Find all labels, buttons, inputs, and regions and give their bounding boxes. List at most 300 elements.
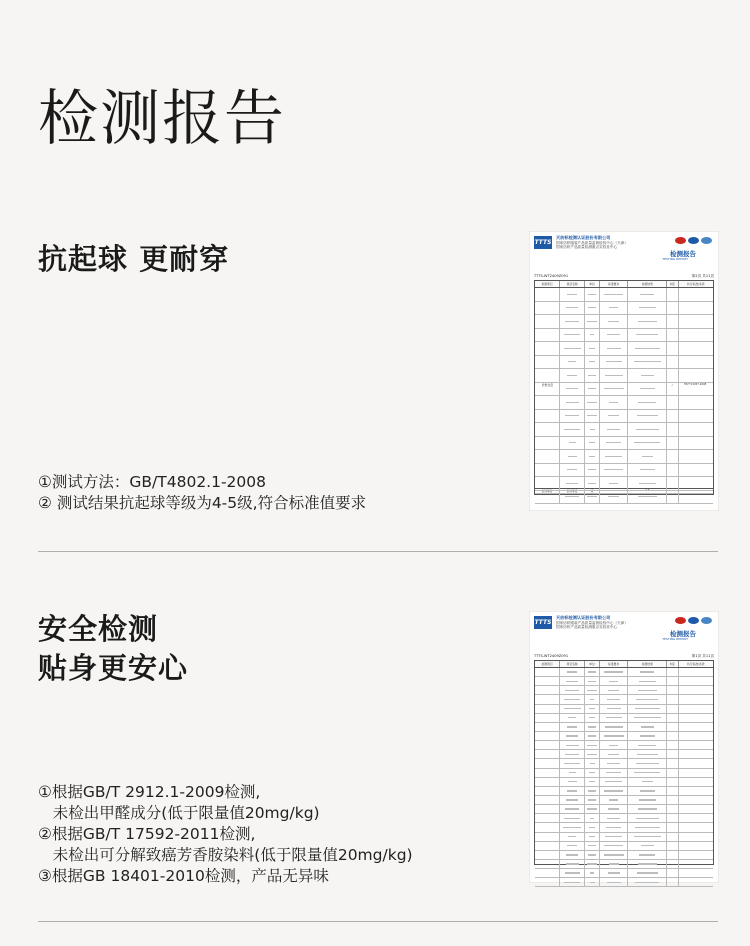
illegible-text (638, 402, 656, 403)
table-cell (628, 714, 667, 722)
table-cell (560, 302, 585, 315)
table-cell (667, 878, 678, 886)
table-cell (560, 833, 585, 841)
table-cell (560, 714, 585, 722)
illegible-text (587, 496, 597, 497)
table-cell (585, 288, 600, 301)
table-cell (628, 288, 667, 301)
illegible-text (588, 375, 595, 376)
table-row (535, 851, 713, 860)
table-cell (600, 369, 629, 382)
table-cell (679, 329, 713, 342)
illegible-text (606, 442, 621, 443)
table-row (535, 695, 713, 704)
table-row (535, 315, 713, 329)
table-row (535, 778, 713, 787)
illegible-text (566, 863, 579, 864)
table-header-cell: 执行标准/条款 (686, 282, 705, 286)
table-row (535, 833, 713, 842)
table-cell (585, 778, 600, 786)
illegible-text (587, 754, 597, 755)
table-cell (667, 677, 678, 685)
report-subtitle: TESTING REPORT (662, 257, 688, 261)
table-cell (600, 686, 629, 694)
illegible-text (566, 402, 579, 403)
table-header-cell: 执行标准/条款 (686, 662, 705, 666)
table-cell (679, 464, 713, 477)
table-cell (679, 695, 713, 703)
table-cell (628, 878, 667, 886)
illegible-text (566, 745, 579, 746)
table-row (535, 491, 713, 505)
illegible-text (565, 415, 580, 416)
table-cell (679, 491, 713, 504)
illegible-text (636, 699, 658, 700)
illegible-text (587, 690, 597, 691)
table-cell (585, 677, 600, 685)
table-cell (560, 805, 585, 813)
table-cell (585, 823, 600, 831)
table-cell (667, 668, 678, 676)
illegible-text (565, 754, 580, 755)
table-cell (560, 342, 585, 355)
illegible-text (635, 348, 660, 349)
illegible-text (638, 745, 656, 746)
illegible-text (566, 681, 578, 682)
illegible-text (567, 726, 577, 727)
table-cell (585, 714, 600, 722)
illegible-text (635, 882, 659, 883)
table-cell (628, 814, 667, 822)
report-table-header (535, 281, 713, 288)
table-cell (535, 396, 560, 409)
table-cell (560, 288, 585, 301)
illegible-text (639, 854, 655, 855)
section1-heading: 抗起球 更耐穿 (38, 242, 230, 276)
table-cell (600, 842, 629, 850)
table-cell (585, 787, 600, 795)
illegible-text (587, 402, 596, 403)
illegible-text (589, 348, 594, 349)
table-cell (560, 723, 585, 731)
table-cell (679, 686, 713, 694)
table-cell (600, 796, 629, 804)
illegible-text (588, 388, 596, 389)
table-cell (679, 860, 713, 868)
table-cell (600, 464, 629, 477)
table-cell (628, 302, 667, 315)
table-header-cell: 标准要求 (600, 281, 629, 287)
table-cell (560, 842, 585, 850)
table-cell (585, 315, 600, 328)
table-cell (535, 288, 560, 301)
footer-cell: 4-5 (628, 489, 667, 493)
illegible-text (608, 496, 619, 497)
table-row (535, 723, 713, 732)
table-cell (535, 741, 560, 749)
table-cell (585, 851, 600, 859)
table-header-cell: 标准要求 (600, 661, 629, 667)
table-cell (585, 450, 600, 463)
section2-note-5: ③根据GB 18401-2010检测，产品无异味 (38, 867, 329, 885)
illegible-text (642, 456, 654, 457)
table-cell (667, 851, 678, 859)
table-cell (585, 869, 600, 877)
illegible-text (588, 294, 596, 295)
illegible-text (567, 294, 577, 295)
table-cell (560, 369, 585, 382)
table-cell (628, 769, 667, 777)
table-cell (585, 302, 600, 315)
illegible-text (640, 790, 654, 791)
illegible-text (634, 836, 662, 837)
cnas-mark-icon (688, 617, 699, 624)
table-cell (600, 705, 629, 713)
table-cell (667, 450, 678, 463)
table-cell (679, 450, 713, 463)
table-cell (560, 796, 585, 804)
table-cell (560, 732, 585, 740)
table-cell (667, 705, 678, 713)
table-row (535, 668, 713, 677)
table-cell (667, 732, 678, 740)
report-org-line2: 国家纺织服装产品质量监督检验中心（天津） (556, 240, 628, 245)
table-cell (679, 750, 713, 758)
report-meta (530, 654, 718, 659)
section1-note-2: ② 测试结果抗起球等级为4-5级,符合标准值要求 (38, 494, 367, 512)
table-cell (535, 705, 560, 713)
illegible-text (588, 799, 597, 800)
table-cell (679, 869, 713, 877)
table-cell (535, 842, 560, 850)
illegible-text (568, 456, 577, 457)
table-cell (535, 302, 560, 315)
footer-cell: 起球等级 (560, 489, 585, 493)
illegible-text (637, 872, 658, 873)
table-cell (585, 805, 600, 813)
table-cell (585, 383, 600, 396)
table-cell (679, 796, 713, 804)
report-table (534, 280, 714, 495)
illegible-text (567, 845, 577, 846)
illegible-text (564, 882, 581, 883)
table-cell (679, 732, 713, 740)
section2-heading (38, 610, 188, 688)
table-cell (535, 410, 560, 423)
table-cell (600, 823, 629, 831)
illegible-text (589, 827, 595, 828)
illegible-text (564, 348, 581, 349)
illegible-text (564, 334, 579, 335)
table-row (535, 450, 713, 464)
table-cell (560, 769, 585, 777)
table-header-cell: 判定 (667, 661, 678, 667)
footer-cell: 起球等级 (535, 489, 560, 493)
table-cell (600, 396, 629, 409)
table-cell (600, 750, 629, 758)
illegible-text (634, 442, 660, 443)
table-cell (585, 759, 600, 767)
table-cell (585, 695, 600, 703)
table-cell (628, 437, 667, 450)
table-cell (600, 769, 629, 777)
illegible-text (563, 827, 580, 828)
table-cell (535, 878, 560, 886)
table-cell (535, 750, 560, 758)
illegible-text (564, 429, 580, 430)
table-cell (535, 723, 560, 731)
table-cell (585, 668, 600, 676)
illegible-text (588, 726, 595, 727)
table-cell (560, 450, 585, 463)
table-cell (535, 437, 560, 450)
table-cell (600, 741, 629, 749)
table-cell (679, 823, 713, 831)
section2-note-1: ①根据GB/T 2912.1-2009检测, (38, 783, 261, 801)
table-cell (535, 668, 560, 676)
illegible-text (568, 781, 577, 782)
illegible-text (607, 763, 620, 764)
illegible-text (588, 845, 595, 846)
table-cell (535, 805, 560, 813)
illegible-text (608, 754, 620, 755)
table-header-cell: 单位 (585, 281, 600, 287)
report-header (530, 612, 718, 654)
table-cell (535, 450, 560, 463)
table-row (535, 288, 713, 302)
table-cell (679, 356, 713, 369)
table-cell (628, 477, 667, 490)
table-cell (679, 778, 713, 786)
table-row (535, 677, 713, 686)
table-cell (585, 464, 600, 477)
illegible-text (604, 388, 624, 389)
table-cell (585, 705, 600, 713)
illegible-text (568, 717, 576, 718)
table-cell (560, 396, 585, 409)
table-cell (535, 677, 560, 685)
illegible-text (588, 469, 596, 470)
table-cell (585, 437, 600, 450)
report-org-line3: 国家纺织产品质量检测重点实验室中心 (556, 245, 618, 250)
table-cell (600, 732, 629, 740)
table-cell (600, 851, 629, 859)
table-cell (535, 315, 560, 328)
illegible-text (609, 681, 618, 682)
illegible-text (641, 375, 654, 376)
table-cell (585, 491, 600, 504)
table-row (535, 732, 713, 741)
illegible-text (638, 496, 658, 497)
section2-heading-line1: 安全检测 (38, 612, 159, 646)
illegible-text (604, 735, 624, 736)
table-cell (560, 423, 585, 436)
table-cell (585, 369, 600, 382)
report-table-body (535, 288, 713, 488)
illegible-text (588, 671, 596, 672)
table-cell (600, 315, 629, 328)
certification-marks (675, 617, 712, 624)
illegible-text (565, 872, 580, 873)
table-header-cell: 检测结果 (628, 281, 667, 287)
report-table-body (535, 668, 713, 864)
table-row (535, 805, 713, 814)
table-cell (600, 833, 629, 841)
table-cell (600, 787, 629, 795)
report-org-name: 天纺标检测认证股份有限公司 (556, 235, 611, 240)
table-cell (560, 356, 585, 369)
table-cell (585, 769, 600, 777)
table-cell (535, 686, 560, 694)
report-org-line3: 国家纺织产品质量检测重点实验室中心 (556, 625, 618, 630)
table-cell (667, 695, 678, 703)
illegible-text (589, 708, 594, 709)
table-cell (600, 668, 629, 676)
illegible-text (604, 294, 623, 295)
table-cell (667, 464, 678, 477)
illegible-text (605, 726, 623, 727)
illegible-text (588, 735, 596, 736)
table-cell (585, 477, 600, 490)
illegible-text (606, 827, 621, 828)
footer-cell: 级 (585, 489, 600, 493)
report-title: 检测报告 (670, 630, 696, 638)
illegible-text (567, 790, 578, 791)
certification-marks (675, 237, 712, 244)
illegible-text (566, 799, 578, 800)
table-cell (679, 851, 713, 859)
table-cell (535, 423, 560, 436)
illegible-text (588, 681, 597, 682)
illegible-text (642, 781, 654, 782)
illegible-text (604, 671, 623, 672)
illegible-text (608, 415, 620, 416)
illegible-text (588, 307, 597, 308)
illegible-text (589, 781, 596, 782)
illegible-text (639, 681, 656, 682)
table-cell (560, 759, 585, 767)
report-page: 第2页 共11页 (691, 274, 714, 278)
illegible-text (607, 348, 621, 349)
table-row (535, 329, 713, 343)
table-cell (585, 860, 600, 868)
illegible-text (639, 799, 656, 800)
table-cell (585, 396, 600, 409)
illegible-text (604, 854, 624, 855)
table-row (535, 369, 713, 383)
table-cell (628, 491, 667, 504)
table-cell (560, 686, 585, 694)
table-cell (628, 851, 667, 859)
illegible-text (636, 334, 658, 335)
table-cell (628, 778, 667, 786)
table-cell (667, 491, 678, 504)
table-row (535, 714, 713, 723)
ttts-logo: TTTS (534, 616, 552, 629)
table-row (535, 869, 713, 878)
table-row (535, 769, 713, 778)
table-cell (535, 860, 560, 868)
report-org (556, 236, 628, 250)
table-row (535, 705, 713, 714)
table-cell (667, 302, 678, 315)
table-cell (600, 814, 629, 822)
illegible-text (589, 442, 595, 443)
table-header-cell: 项目名称 (560, 281, 585, 287)
illegible-text (638, 863, 657, 864)
ilac-mark-icon (701, 237, 712, 244)
table-cell (679, 759, 713, 767)
table-header-cell: 判定 (667, 281, 678, 287)
table-cell (585, 723, 600, 731)
table-cell (667, 814, 678, 822)
illegible-text (639, 483, 656, 484)
table-cell (667, 342, 678, 355)
illegible-text (590, 763, 595, 764)
table-cell (585, 686, 600, 694)
table-cell (628, 396, 667, 409)
table-cell (535, 714, 560, 722)
table-cell (667, 869, 678, 877)
table-cell (679, 705, 713, 713)
table-cell (628, 787, 667, 795)
illegible-text (604, 469, 623, 470)
report-org-name: 天纺标检测认证股份有限公司 (556, 615, 611, 620)
cnas-mark-icon (688, 237, 699, 244)
table-cell (667, 842, 678, 850)
table-header-cell: 检测结果 (628, 661, 667, 667)
table-cell (535, 464, 560, 477)
illegible-text (634, 361, 661, 362)
table-row (535, 302, 713, 316)
illegible-text (607, 708, 621, 709)
table-cell (628, 686, 667, 694)
table-cell (560, 437, 585, 450)
table-cell (628, 823, 667, 831)
table-cell (628, 723, 667, 731)
ttts-logo: TTTS (534, 236, 552, 249)
table-cell (679, 410, 713, 423)
table-cell (667, 410, 678, 423)
table-row (535, 464, 713, 478)
table-cell (679, 477, 713, 490)
illegible-text (607, 334, 619, 335)
table-cell (600, 677, 629, 685)
illegible-text (566, 483, 578, 484)
table-cell (667, 769, 678, 777)
illegible-text (608, 808, 619, 809)
table-cell (600, 805, 629, 813)
table-cell (679, 369, 713, 382)
table-row (535, 750, 713, 759)
report-org-line2: 国家纺织服装产品质量监督检验中心（天津） (556, 620, 628, 625)
table-cell (535, 695, 560, 703)
illegible-text (608, 690, 618, 691)
table-cell (667, 823, 678, 831)
illegible-text (606, 772, 621, 773)
table-cell (628, 869, 667, 877)
illegible-text (634, 717, 661, 718)
table-cell (667, 750, 678, 758)
table-cell (628, 315, 667, 328)
table-cell (560, 491, 585, 504)
table-row (535, 423, 713, 437)
table-cell (560, 814, 585, 822)
table-cell (535, 869, 560, 877)
table-cell (628, 695, 667, 703)
table-cell (667, 805, 678, 813)
table-row (535, 356, 713, 370)
